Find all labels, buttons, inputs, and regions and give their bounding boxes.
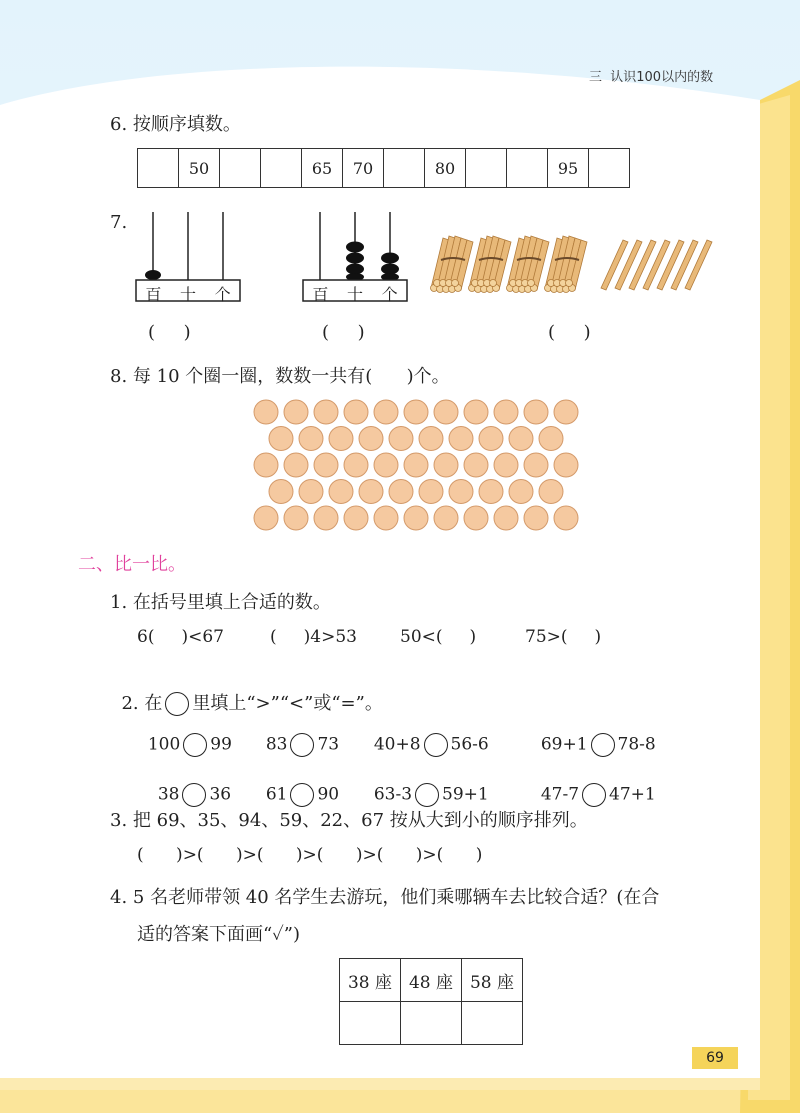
bead xyxy=(329,480,353,504)
compare-item xyxy=(363,763,489,807)
abacus-2-labels xyxy=(303,282,407,305)
bead xyxy=(299,480,323,504)
bead xyxy=(449,427,473,451)
bead xyxy=(419,480,443,504)
stick-bundles xyxy=(425,230,715,300)
s2-q1-item[interactable]: 50<( ) xyxy=(400,627,477,647)
loose-sticks xyxy=(601,240,712,290)
compare-item xyxy=(255,763,339,807)
abacus-label-tens: 十 xyxy=(346,285,363,304)
compare-circle[interactable] xyxy=(582,783,606,807)
compare-right: 73 xyxy=(317,734,340,755)
bus-seat-table xyxy=(339,958,523,1045)
bead xyxy=(449,480,473,504)
seq-cell[interactable] xyxy=(466,149,507,188)
bead xyxy=(314,506,338,530)
compare-right: 56-6 xyxy=(450,734,489,755)
bead xyxy=(254,506,278,530)
seq-cell[interactable] xyxy=(138,149,179,188)
compare-right: 36 xyxy=(209,784,232,805)
compare-circle[interactable] xyxy=(183,733,207,757)
seq-cell[interactable] xyxy=(507,149,548,188)
bead xyxy=(494,506,518,530)
section-2-title: 二、比一比。 xyxy=(78,554,186,575)
sticks-answer[interactable]: ( ) xyxy=(548,322,591,343)
compare-left: 61 xyxy=(265,784,288,805)
bead xyxy=(464,506,488,530)
s2-q2-title-post: 里填上“>”“<”或“=”。 xyxy=(192,693,383,714)
abacus-label-ones: 个 xyxy=(214,285,231,304)
bead xyxy=(404,506,428,530)
compare-left: 83 xyxy=(265,734,288,755)
abacus-label-tens: 十 xyxy=(179,285,196,304)
bead xyxy=(344,506,368,530)
compare-item xyxy=(363,713,489,757)
s2-q2-title-pre: 2. 在 xyxy=(121,693,163,714)
bead-grid xyxy=(250,395,590,535)
compare-left: 47-7 xyxy=(540,784,580,805)
compare-right: 59+1 xyxy=(442,784,489,805)
compare-right: 78-8 xyxy=(617,734,656,755)
q7-number: 7. xyxy=(110,212,128,233)
bead xyxy=(284,400,308,424)
compare-right: 90 xyxy=(317,784,340,805)
bead xyxy=(254,400,278,424)
bead xyxy=(524,453,548,477)
bead xyxy=(389,427,413,451)
bead xyxy=(284,453,308,477)
bead xyxy=(344,400,368,424)
seq-cell[interactable] xyxy=(220,149,261,188)
compare-right: 99 xyxy=(210,734,232,755)
compare-circle[interactable] xyxy=(591,733,615,757)
seq-cell[interactable]: 65 xyxy=(302,149,343,188)
abacus-1-answer[interactable]: ( ) xyxy=(148,322,191,343)
s2-q1-item[interactable]: 6( )<67 xyxy=(137,627,224,647)
bead xyxy=(374,506,398,530)
bead xyxy=(539,427,563,451)
seq-cell[interactable] xyxy=(384,149,425,188)
bead xyxy=(284,506,308,530)
compare-item xyxy=(255,713,339,757)
compare-right: 47+1 xyxy=(609,784,656,805)
seat-option-38: 38 座 xyxy=(340,959,401,1002)
compare-circle[interactable] xyxy=(415,783,439,807)
bead xyxy=(539,480,563,504)
abacus-label-hundreds: 百 xyxy=(145,285,162,304)
seat-option-48: 48 座 xyxy=(401,959,462,1002)
bead xyxy=(374,400,398,424)
bead xyxy=(374,453,398,477)
abacus-label-hundreds: 百 xyxy=(312,285,329,304)
s2-q1-item[interactable]: 75>( ) xyxy=(525,627,602,647)
bead xyxy=(329,427,353,451)
bead xyxy=(464,453,488,477)
bead xyxy=(464,400,488,424)
compare-left: 100 xyxy=(147,734,181,755)
answer-cell[interactable] xyxy=(340,1002,401,1045)
compare-item xyxy=(137,713,232,757)
bead xyxy=(434,506,458,530)
bead xyxy=(494,453,518,477)
compare-left: 69+1 xyxy=(540,734,588,755)
s2-q4-line1: 4. 5 名老师带领 40 名学生去游玩，他们乘哪辆车去比较合适？(在合 xyxy=(110,887,660,908)
bead xyxy=(404,453,428,477)
bead xyxy=(404,400,428,424)
bead xyxy=(554,506,578,530)
s2-q1-item[interactable]: ( )4>53 xyxy=(270,627,357,647)
compare-item xyxy=(147,763,231,807)
q8-title: 8. 每 10 个圈一圈，数数一共有( )个。 xyxy=(110,366,450,387)
bead xyxy=(524,400,548,424)
q6-title: 6. 按顺序填数。 xyxy=(110,114,241,135)
bead xyxy=(479,427,503,451)
compare-item xyxy=(530,713,656,757)
q6-sequence-table xyxy=(137,148,630,188)
answer-cell[interactable] xyxy=(462,1002,523,1045)
seq-cell[interactable] xyxy=(261,149,302,188)
compare-circle[interactable] xyxy=(424,733,448,757)
seq-cell[interactable] xyxy=(589,149,630,188)
s2-q2-title xyxy=(110,668,383,716)
s2-q4-line2: 适的答案下面画“✓”) xyxy=(137,924,301,945)
abacus-1-labels xyxy=(136,282,240,305)
bead xyxy=(314,453,338,477)
abacus-2-answer[interactable]: ( ) xyxy=(322,322,365,343)
bead xyxy=(509,480,533,504)
compare-item xyxy=(530,763,656,807)
compare-circle[interactable] xyxy=(182,783,206,807)
stick-bundle xyxy=(431,236,474,293)
bead xyxy=(389,480,413,504)
bead xyxy=(269,480,293,504)
bead xyxy=(509,427,533,451)
compare-left: 63-3 xyxy=(373,784,413,805)
chapter-header: 三 认识100以内的数 xyxy=(589,70,714,85)
bead xyxy=(254,453,278,477)
bead xyxy=(554,453,578,477)
abacus-bead xyxy=(145,270,161,280)
seq-cell[interactable]: 70 xyxy=(343,149,384,188)
compare-circle[interactable] xyxy=(290,783,314,807)
bead xyxy=(269,427,293,451)
bead xyxy=(344,453,368,477)
bead xyxy=(554,400,578,424)
s2-q3-answer[interactable]: ( )>( )>( )>( )>( )>( ) xyxy=(137,845,483,865)
bead xyxy=(359,480,383,504)
bead xyxy=(299,427,323,451)
compare-circle[interactable] xyxy=(290,733,314,757)
abacus-label-ones: 个 xyxy=(381,285,398,304)
bead xyxy=(524,506,548,530)
bead xyxy=(359,427,383,451)
seat-option-58: 58 座 xyxy=(462,959,523,1002)
s2-q3-title: 3. 把 69、35、94、59、22、67 按从大到小的顺序排列。 xyxy=(110,810,588,831)
bead xyxy=(434,453,458,477)
bead xyxy=(494,400,518,424)
answer-cell[interactable] xyxy=(401,1002,462,1045)
compare-left: 38 xyxy=(157,784,180,805)
bead xyxy=(434,400,458,424)
page-number: 69 xyxy=(692,1047,738,1069)
seq-cell[interactable]: 50 xyxy=(179,149,220,188)
seq-cell[interactable]: 95 xyxy=(548,149,589,188)
bead xyxy=(479,480,503,504)
seq-cell[interactable]: 80 xyxy=(425,149,466,188)
s2-q1-title: 1. 在括号里填上合适的数。 xyxy=(110,592,331,613)
bead xyxy=(314,400,338,424)
compare-left: 40+8 xyxy=(373,734,421,755)
bead xyxy=(419,427,443,451)
